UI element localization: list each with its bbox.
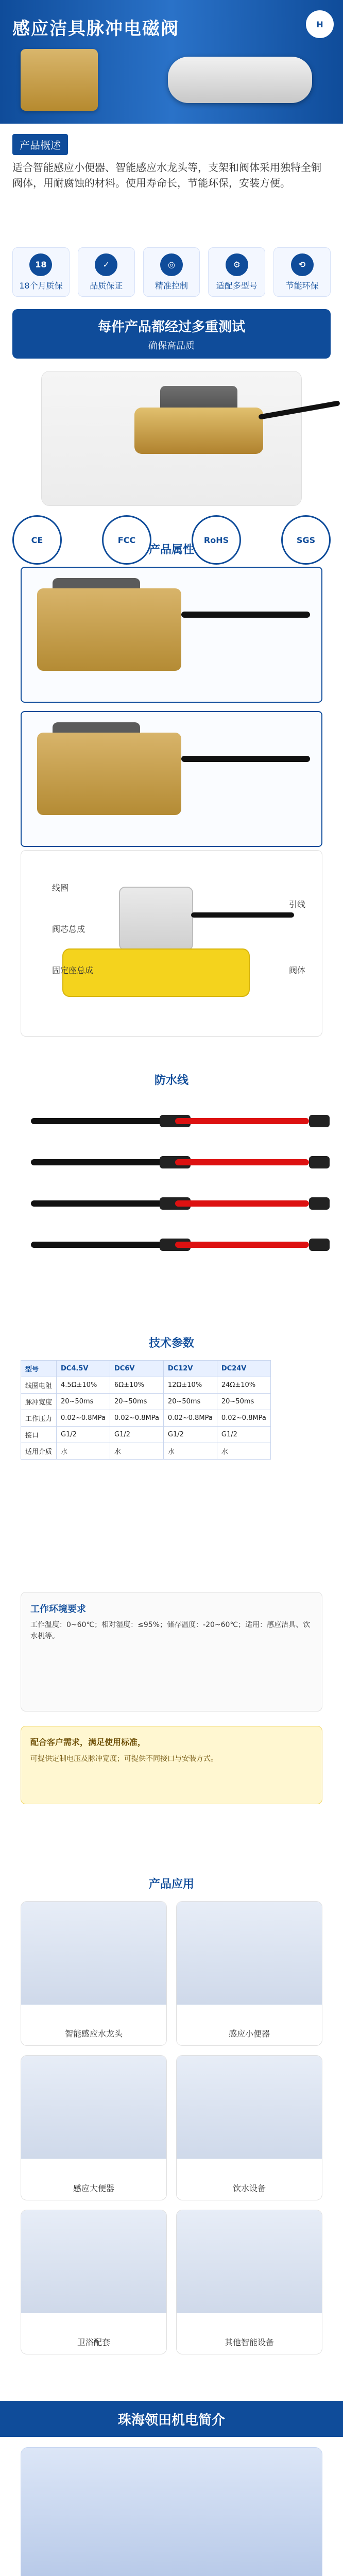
work-environment xyxy=(21,1592,322,1711)
red-wire xyxy=(175,1242,309,1248)
callout-text: 固定座总成 xyxy=(52,965,94,975)
app-image xyxy=(177,2056,322,2159)
callout-coil xyxy=(52,882,68,893)
feature-icon: 18 xyxy=(29,253,52,276)
specs-section xyxy=(0,1334,343,1850)
feature-icon: ✓ xyxy=(95,253,117,276)
spec-cell: 0.02~0.8MPa xyxy=(163,1410,217,1427)
spec-cell: 24Ω±10% xyxy=(217,1377,270,1394)
spec-cell: 水 xyxy=(163,1443,217,1460)
apps-title: 产品应用 xyxy=(148,1878,194,1891)
diagram-wire xyxy=(191,912,294,918)
black-wire xyxy=(31,1118,165,1124)
product-panel-1 xyxy=(21,567,322,703)
app-caption: 饮水设备 xyxy=(232,2183,266,2193)
spec-cell: 工作压力 xyxy=(21,1410,57,1427)
quality-banner-line-2: 确保高品质 xyxy=(148,340,195,351)
app-image xyxy=(21,2210,166,2313)
app-card xyxy=(176,1901,322,2046)
callout-text: 引线 xyxy=(289,900,306,909)
panel-body xyxy=(37,733,181,815)
spec-cell: 6Ω±10% xyxy=(110,1377,163,1394)
valve-body xyxy=(134,408,263,454)
company-section xyxy=(0,2401,343,2576)
app-image xyxy=(177,1902,322,2005)
spec-cell: 20~50ms xyxy=(163,1394,217,1410)
cert-badge: FCC xyxy=(102,515,151,565)
black-wire xyxy=(31,1242,165,1248)
product-image xyxy=(21,49,98,111)
callout-text: 线圈 xyxy=(52,883,69,893)
connector xyxy=(309,1156,330,1168)
spec-cell: 水 xyxy=(217,1443,270,1460)
specs-table xyxy=(21,1360,271,1460)
brand-logo xyxy=(306,10,334,38)
specs-title: 技术参数 xyxy=(148,1337,194,1350)
app-card xyxy=(21,2210,167,2354)
spec-cell: 接口 xyxy=(21,1427,57,1443)
callout-fixed xyxy=(52,964,93,976)
feature-label: 节能环保 xyxy=(285,280,319,291)
spec-cell: 4.5Ω±10% xyxy=(57,1377,110,1394)
feature-label: 品质保证 xyxy=(90,280,123,291)
feature-icon: ⚙ xyxy=(226,253,248,276)
spec-header: 型号 xyxy=(21,1361,57,1377)
wire-row xyxy=(31,1190,312,1216)
spec-cell: 20~50ms xyxy=(110,1394,163,1410)
app-image xyxy=(21,1902,166,2005)
company-building-image xyxy=(21,2447,322,2576)
valve-wire xyxy=(258,400,340,420)
feature-item xyxy=(273,247,331,297)
panel-body xyxy=(37,588,181,671)
feature-label: 18个月质保 xyxy=(19,280,63,291)
cert-badge: CE xyxy=(12,515,62,565)
logo-text: H xyxy=(316,19,323,29)
app-card xyxy=(21,2055,167,2200)
spec-cell: G1/2 xyxy=(57,1427,110,1443)
feature-label: 精准控制 xyxy=(155,280,188,291)
wire-row xyxy=(31,1108,312,1133)
spec-header: DC24V xyxy=(217,1361,270,1377)
callout-text: 阀芯总成 xyxy=(52,924,85,934)
spec-cell: G1/2 xyxy=(110,1427,163,1443)
connector xyxy=(309,1115,330,1127)
custom-text: 可提供定制电压及脉冲宽度；可提供不同接口与安装方式。 xyxy=(30,1755,218,1763)
app-card xyxy=(21,1901,167,2046)
spec-cell: G1/2 xyxy=(163,1427,217,1443)
wire-row xyxy=(31,1231,312,1257)
app-image xyxy=(177,2210,322,2313)
red-wire xyxy=(175,1159,309,1165)
faucet-image xyxy=(168,57,312,103)
wire-row xyxy=(31,1149,312,1175)
feature-item xyxy=(143,247,200,297)
spec-cell: 0.02~0.8MPa xyxy=(217,1410,270,1427)
spec-cell: 12Ω±10% xyxy=(163,1377,217,1394)
work-title: 工作环境要求 xyxy=(30,1604,86,1615)
exploded-diagram xyxy=(21,850,322,1037)
feature-icon: ◎ xyxy=(160,253,183,276)
spec-cell: 20~50ms xyxy=(57,1394,110,1410)
spec-cell: 20~50ms xyxy=(217,1394,270,1410)
panel-wire xyxy=(181,756,310,762)
callout-text: 阀体 xyxy=(289,965,306,975)
spec-row xyxy=(21,1410,271,1427)
black-wire xyxy=(31,1159,165,1165)
red-wire xyxy=(175,1200,309,1207)
spec-cell: 线圈电阻 xyxy=(21,1377,57,1394)
product-properties xyxy=(0,541,343,1046)
app-caption: 感应大便器 xyxy=(73,2183,114,2193)
app-image xyxy=(21,2056,166,2159)
waterproof-title: 防水线 xyxy=(154,1074,188,1087)
overview-text: 适合智能感应小便器、智能感应水龙头等，支架和阀体采用独特全铜阀体，用耐腐蚀的材料。使用寿命长，节能环保，安装方便。 xyxy=(12,161,321,189)
black-wire xyxy=(31,1200,165,1207)
page-title: 感应洁具脉冲电磁阀 xyxy=(12,19,179,39)
callout-body xyxy=(289,964,305,976)
feature-item xyxy=(12,247,70,297)
overview-section xyxy=(0,134,343,545)
props-title: 产品属性 xyxy=(148,544,194,556)
spec-cell: 0.02~0.8MPa xyxy=(110,1410,163,1427)
spec-cell: G1/2 xyxy=(217,1427,270,1443)
red-wire xyxy=(175,1118,309,1124)
spec-row xyxy=(21,1427,271,1443)
cert-badge: RoHS xyxy=(192,515,241,565)
cert-badge: SGS xyxy=(281,515,331,565)
diagram-coil xyxy=(119,887,193,951)
spec-cell: 水 xyxy=(110,1443,163,1460)
company-banner: 珠海领田机电简介 xyxy=(0,2401,343,2437)
app-caption: 智能感应水龙头 xyxy=(64,2029,123,2039)
apps-grid xyxy=(21,1901,322,2354)
spec-cell: 脉冲宽度 xyxy=(21,1394,57,1410)
header xyxy=(0,0,343,124)
feature-icon: ⟲ xyxy=(291,253,314,276)
feature-row xyxy=(12,247,331,297)
spec-cell: 适用介质 xyxy=(21,1443,57,1460)
feature-label: 适配多型号 xyxy=(216,280,258,291)
app-card xyxy=(176,2210,322,2354)
feature-item xyxy=(208,247,265,297)
waterproof-section xyxy=(0,1072,343,1309)
spec-header: DC4.5V xyxy=(57,1361,110,1377)
spec-row xyxy=(21,1394,271,1410)
product-panel-2 xyxy=(21,711,322,847)
custom-title: 配合客户需求，满足使用标准， xyxy=(30,1737,146,1747)
spec-header: DC6V xyxy=(110,1361,163,1377)
callout-wire xyxy=(289,898,305,910)
feature-item xyxy=(78,247,135,297)
overview-chip: 产品概述 xyxy=(12,134,68,155)
spec-header: DC12V xyxy=(163,1361,217,1377)
app-caption: 感应小便器 xyxy=(228,2029,270,2039)
app-caption: 其他智能设备 xyxy=(224,2337,274,2347)
customization-note xyxy=(21,1726,322,1804)
callout-core xyxy=(52,923,85,935)
connector xyxy=(309,1239,330,1251)
panel-wire xyxy=(181,612,310,618)
valve-illustration xyxy=(41,371,302,506)
app-caption: 卫浴配套 xyxy=(77,2337,110,2347)
spec-cell: 水 xyxy=(57,1443,110,1460)
applications-section xyxy=(0,1875,343,2380)
spec-cell: 0.02~0.8MPa xyxy=(57,1410,110,1427)
spec-row xyxy=(21,1377,271,1394)
quality-banner xyxy=(12,309,331,359)
quality-banner-line-1: 每件产品都经过多重测试 xyxy=(97,319,245,335)
connector xyxy=(309,1197,330,1210)
work-text: 工作温度：0~60℃；相对湿度：≤95%；储存温度：-20~60℃；适用：感应洁具、饮水机等。 xyxy=(30,1621,311,1640)
spec-row xyxy=(21,1443,271,1460)
app-card xyxy=(176,2055,322,2200)
